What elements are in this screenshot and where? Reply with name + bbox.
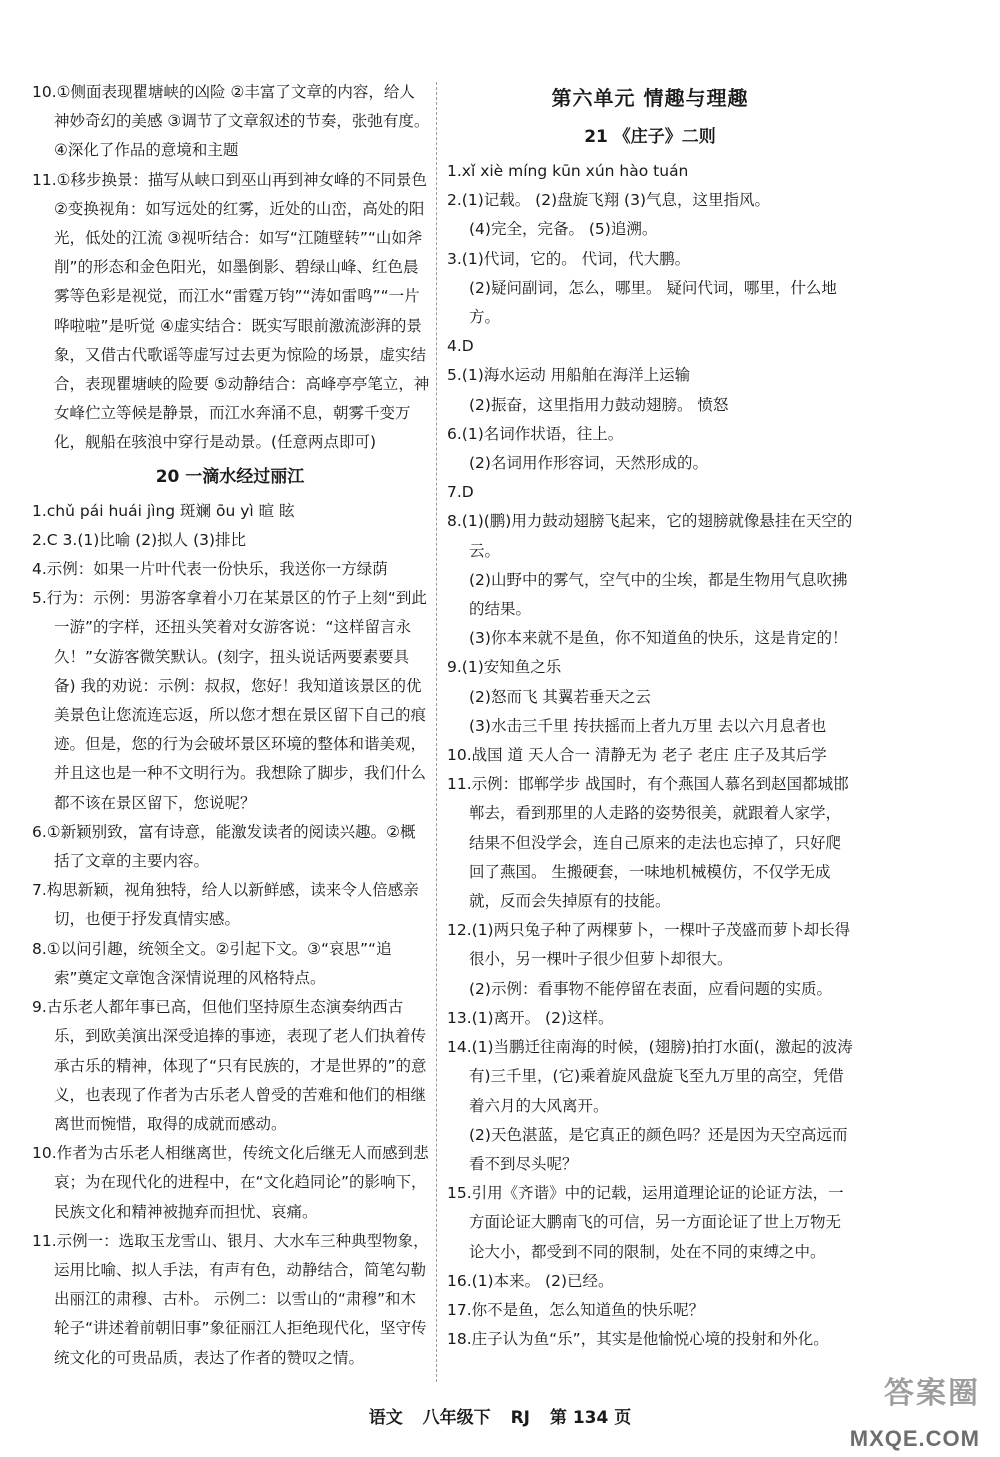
watermark-en: MXQE.COM <box>849 1426 980 1451</box>
answer-item: (2)疑问副词，怎么，哪里。 疑问代词，哪里，什么地方。 <box>469 278 837 327</box>
answer-item: 11.示例一：选取玉龙雪山、银月、大水车三种典型物象，运用比喻、拟人手法，有声有色，动静结合，简笔勾勒出丽江的肃穆、古朴。 示例二：以雪山的“肃穆”和木轮子“讲述着前朝旧事”象征丽江人拒绝现代化，坚守传统文化的可贵品质，表达了作者的赞叹之情。 <box>32 1231 429 1367</box>
answer-item: 2.C 3.(1)比喻 (2)拟人 (3)排比 <box>32 530 247 549</box>
watermark-logo <box>806 1368 992 1452</box>
answer-item: 10.作者为古乐老人相继离世，传统文化后继无人而感到悲哀；为在现代化的进程中，在“文化趋同论”的影响下，民族文化和精神被抛弃而担忧、哀痛。 <box>32 1144 429 1221</box>
footer-grade: 八年级下 <box>422 1408 491 1428</box>
answer-item: 16.(1)本来。 (2)已经。 <box>447 1271 614 1290</box>
answer-item: 4.示例：如果一片叶代表一份快乐，我送你一方绿荫 <box>32 560 388 579</box>
answer-item: 7.构思新颖，视角独特，给人以新鲜感，读来令人倍感亲切，也便于抒发真情实感。 <box>32 881 419 929</box>
footer-subject: 语文 <box>368 1408 403 1428</box>
answer-item: 5.(1)海水运动 用船舶在海洋上运输 <box>447 366 691 385</box>
answer-item: 9.古乐老人都年事已高，但他们坚持原生态演奏纳西古乐，到欧美演出深受追捧的事迹，表现了老人们执着传承古乐的精神，体现了“只有民族的，才是世界的”的意义，也表现了作者为古乐老人曾受的苦难和他们的相继离世而惋惜，取得的成就而感动。 <box>32 998 427 1133</box>
right-column <box>445 78 855 1354</box>
answer-item: (3)水击三千里 抟扶摇而上者九万里 去以六月息者也 <box>469 716 827 735</box>
answer-item: 18.庄子认为鱼“乐”，其实是他愉悦心境的投射和外化。 <box>447 1330 829 1349</box>
answer-item: 4.D <box>447 337 474 356</box>
answer-item: (3)你本来就不是鱼，你不知道鱼的快乐，这是肯定的！ <box>469 629 848 648</box>
section-title-20: 20 一滴水经过丽江 <box>155 466 305 487</box>
answer-item: 6.(1)名词作状语，往上。 <box>447 424 624 443</box>
answer-list-20 <box>30 497 430 1373</box>
answer-item: 8.①以问引趣，统领全文。②引起下文。③“哀思”“追索”奠定文章饱含深情说理的风格特点。 <box>32 939 392 987</box>
answer-item: (2)天色湛蓝，是它真正的颜色吗？还是因为天空高远而看不到尽头呢？ <box>469 1125 848 1173</box>
left-column <box>30 78 430 1373</box>
answer-item: 6.①新颖别致，富有诗意，能激发读者的阅读兴趣。②概括了文章的主要内容。 <box>32 822 416 871</box>
answer-item: 5.行为：示例：男游客拿着小刀在某景区的竹子上刻“到此一游”的字样，还扭头笑着对女游客说：“这样留言永久！”女游客微笑默认。(刻字，扭头说话两要素要具备) 我的劝说：示例：叔叔，您好！我知道该景区的优美景色让您流连忘返，所以您才想在景区留下自己的痕迹。但是，您的行为会破坏景区环境的整体和谐美观，并且这也是一种不文明行为。我想除了脚步，我们什么都不该在景区留下，您说呢？ <box>32 589 427 812</box>
answer-item: (4)完全，完备。 (5)追溯。 <box>469 220 658 239</box>
answer-item: (2)怒而飞 其翼若垂天之云 <box>469 687 651 706</box>
answer-item: 7.D <box>447 483 474 502</box>
answer-item: (2)示例：看事物不能停留在表面，应看问题的实质。 <box>469 979 832 998</box>
answer-item: 11.①移步换景：描写从峡口到巫山再到神女峰的不同景色 ②变换视角：如写远处的红雾，近处的山峦，高处的阳光，低处的江流 ③视听结合：如写“江随壁转”“山如斧削”的形态和金色阳光，如墨倒影、碧绿山峰、红色晨雾等色彩是视觉，而江水“雷霆万钧”“涛如雷鸣”“一片哗啦啦”是听觉 ④虚实结合：既实写眼前激流澎湃的景象，又借古代歌谣等虚写过去更为惊险的场景，虚实结合，表现瞿塘峡的险要 ⑤动静结合：高峰亭亭笔立，神女峰伫立等候是静景，而江水奔涌不息，朝雾千变万化，舰船在骇浪中穿行是动景。(任意两点即可) <box>32 170 430 452</box>
answer-item: 11.示例：邯郸学步 战国时，有个燕国人慕名到赵国都城邯郸去，看到那里的人走路的姿势很美，就跟着人家学，结果不但没学会，连自己原来的走法也忘掉了，只好爬回了燕国。 生搬硬套，一味地机械模仿，不仅学无成就，反而会失掉原有的技能。 <box>447 775 849 911</box>
answer-item: 12.(1)两只兔子种了两棵萝卜，一棵叶子茂盛而萝卜却长得很小，另一棵叶子很少但萝卜却很大。 <box>447 921 851 969</box>
answer-item: 10.战国 道 天人合一 清静无为 老子 老庄 庄子及其后学 <box>447 746 827 765</box>
section-title-21: 21 《庄子》二则 <box>584 127 716 147</box>
footer-page-number: 第 134 页 <box>549 1408 632 1428</box>
answer-item: 10.①侧面表现瞿塘峡的凶险 ②丰富了文章的内容，给人神妙奇幻的美感 ③调节了文章叙述的节奏，张弛有度。④深化了作品的意境和主题 <box>32 83 430 160</box>
answer-item: 13.(1)离开。 (2)这样。 <box>447 1008 614 1027</box>
watermark-cn: 答案圈 <box>884 1376 980 1411</box>
column-divider <box>436 82 437 1382</box>
answer-item: (2)振奋，这里指用力鼓动翅膀。 愤怒 <box>469 395 729 414</box>
answer-item: 17.你不是鱼，怎么知道鱼的快乐呢？ <box>447 1300 705 1319</box>
answer-item: 15.引用《齐谐》中的记载，运用道理论证的论证方法，一方面论证大鹏南飞的可信，另一方面论证了世上万物无论大小，都受到不同的限制，处在不同的束缚之中。 <box>447 1184 844 1261</box>
answer-item: 9.(1)安知鱼之乐 <box>447 658 562 677</box>
unit-title: 第六单元 情趣与理趣 <box>551 86 749 110</box>
answer-item: 8.(1)(鹏)用力鼓动翅膀飞起来，它的翅膀就像悬挂在天空的云。 <box>447 512 853 560</box>
answer-item: 1.xǐ xiè míng kūn xún hào tuán <box>447 162 689 180</box>
answer-item: 3.(1)代词，它的。 代词，代大鹏。 <box>447 249 691 268</box>
answer-item: 14.(1)当鹏迁往南海的时候，(翅膀)拍打水面(，激起的波涛有)三千里，(它)乘着旋风盘旋飞至九万里的高空，凭借着六月的大风离开。 <box>447 1038 853 1115</box>
answer-item: 1.chǔ pái huái jìng 斑斓 ōu yì 暄 眩 <box>32 501 295 520</box>
answer-item: (2)名词用作形容词，天然形成的。 <box>469 454 708 473</box>
answer-item: (2)山野中的雾气，空气中的尘埃，都是生物用气息吹拂的结果。 <box>469 570 848 619</box>
answer-item: 2.(1)记载。 (2)盘旋飞翔 (3)气息，这里指风。 <box>447 191 771 210</box>
answer-list-top <box>30 78 430 458</box>
footer-edition: RJ <box>510 1408 530 1428</box>
answer-list-21 <box>445 157 855 1354</box>
